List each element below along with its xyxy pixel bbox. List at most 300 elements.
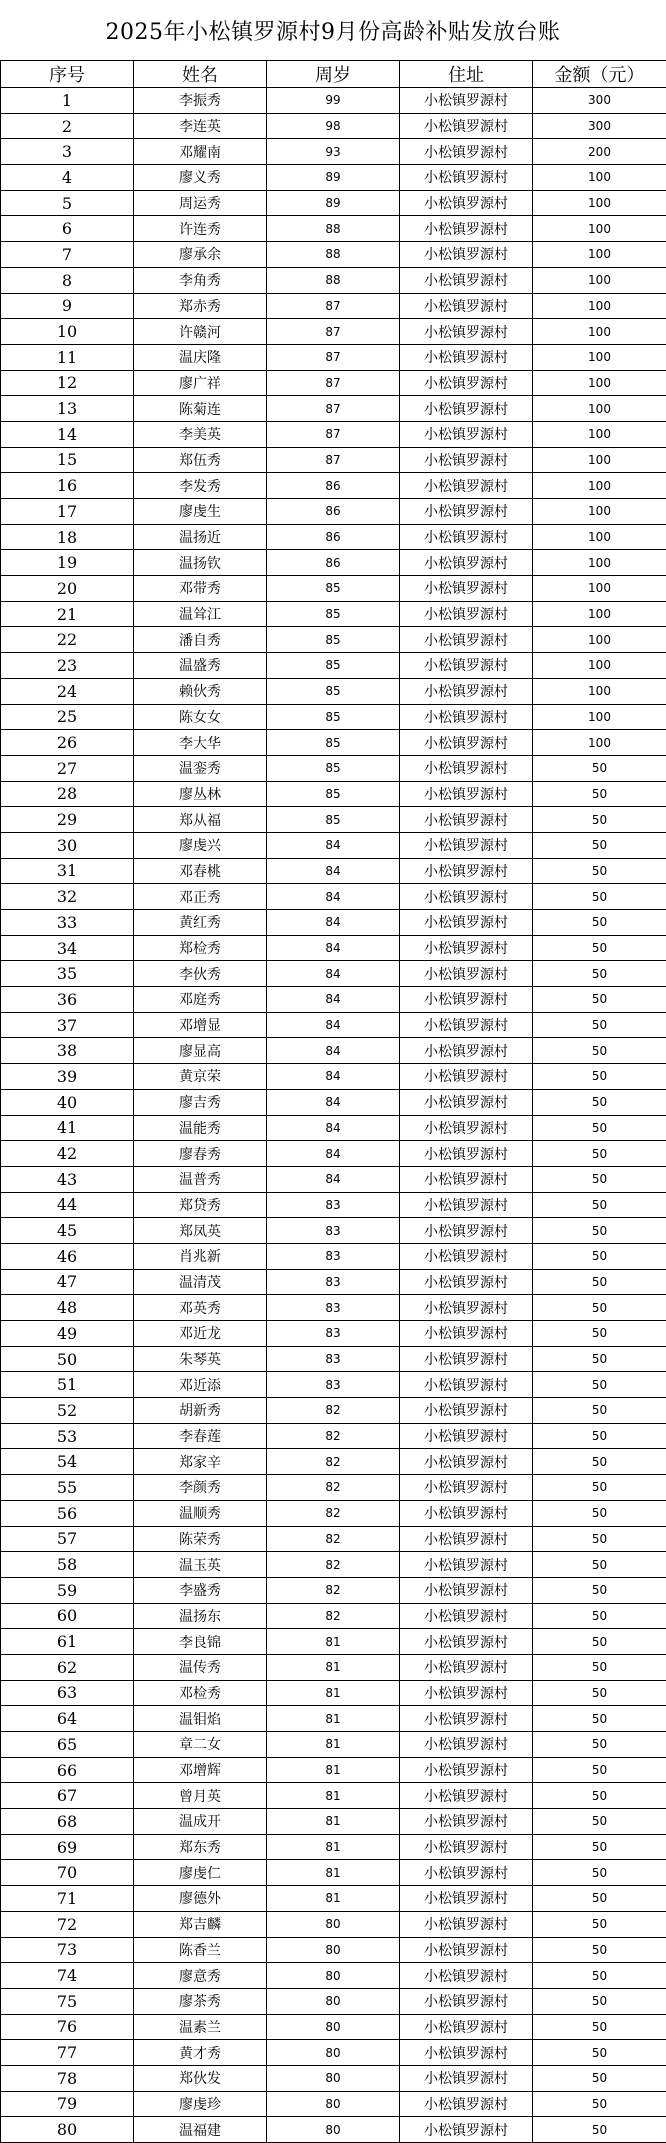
header-age: 周岁 — [267, 61, 400, 88]
cell-age: 85 — [267, 807, 400, 833]
cell-address: 小松镇罗源村 — [400, 139, 533, 165]
table-row — [1, 1398, 666, 1424]
cell-address: 小松镇罗源村 — [400, 1423, 533, 1449]
cell-address: 小松镇罗源村 — [400, 1783, 533, 1809]
cell-amount: 100 — [533, 344, 666, 370]
cell-address: 小松镇罗源村 — [400, 370, 533, 396]
table-row — [1, 1629, 666, 1655]
cell-amount: 50 — [533, 1886, 666, 1912]
table-row — [1, 704, 666, 730]
table-row — [1, 139, 666, 165]
table-row — [1, 1475, 666, 1501]
cell-age: 86 — [267, 499, 400, 525]
cell-name: 郑赤秀 — [134, 293, 267, 319]
cell-name: 邓增辉 — [134, 1757, 267, 1783]
cell-address: 小松镇罗源村 — [400, 293, 533, 319]
cell-name: 邓春桃 — [134, 858, 267, 884]
cell-address: 小松镇罗源村 — [400, 2065, 533, 2091]
cell-seq: 74 — [1, 1963, 134, 1989]
cell-age: 84 — [267, 987, 400, 1013]
cell-age: 85 — [267, 755, 400, 781]
cell-seq: 39 — [1, 1064, 134, 1090]
cell-address: 小松镇罗源村 — [400, 1577, 533, 1603]
cell-address: 小松镇罗源村 — [400, 961, 533, 987]
cell-seq: 20 — [1, 576, 134, 602]
cell-seq: 1 — [1, 88, 134, 114]
cell-address: 小松镇罗源村 — [400, 858, 533, 884]
cell-name: 廖显高 — [134, 1038, 267, 1064]
header-amount: 金额（元） — [533, 61, 666, 88]
table-row — [1, 884, 666, 910]
cell-amount: 50 — [533, 1860, 666, 1886]
cell-seq: 49 — [1, 1321, 134, 1347]
cell-seq: 54 — [1, 1449, 134, 1475]
cell-seq: 15 — [1, 447, 134, 473]
table-row — [1, 1500, 666, 1526]
cell-seq: 80 — [1, 2117, 134, 2143]
cell-address: 小松镇罗源村 — [400, 1372, 533, 1398]
cell-age: 80 — [267, 2014, 400, 2040]
cell-name: 许赣河 — [134, 319, 267, 345]
cell-seq: 18 — [1, 524, 134, 550]
cell-address: 小松镇罗源村 — [400, 987, 533, 1013]
cell-amount: 50 — [533, 1475, 666, 1501]
cell-seq: 34 — [1, 935, 134, 961]
cell-name: 郑吉麟 — [134, 1911, 267, 1937]
cell-amount: 50 — [533, 1218, 666, 1244]
cell-age: 98 — [267, 113, 400, 139]
table-row — [1, 2065, 666, 2091]
table-row — [1, 1963, 666, 1989]
cell-name: 肖兆新 — [134, 1243, 267, 1269]
cell-seq: 10 — [1, 319, 134, 345]
cell-address: 小松镇罗源村 — [400, 524, 533, 550]
cell-address: 小松镇罗源村 — [400, 447, 533, 473]
cell-address: 小松镇罗源村 — [400, 1937, 533, 1963]
cell-name: 郑检秀 — [134, 935, 267, 961]
cell-name: 温清茂 — [134, 1269, 267, 1295]
cell-age: 84 — [267, 1064, 400, 1090]
cell-address: 小松镇罗源村 — [400, 678, 533, 704]
table-row — [1, 627, 666, 653]
cell-age: 88 — [267, 216, 400, 242]
cell-seq: 72 — [1, 1911, 134, 1937]
cell-address: 小松镇罗源村 — [400, 1398, 533, 1424]
cell-address: 小松镇罗源村 — [400, 1321, 533, 1347]
cell-amount: 50 — [533, 1654, 666, 1680]
cell-seq: 5 — [1, 190, 134, 216]
cell-age: 84 — [267, 858, 400, 884]
cell-address: 小松镇罗源村 — [400, 113, 533, 139]
cell-age: 83 — [267, 1218, 400, 1244]
cell-address: 小松镇罗源村 — [400, 421, 533, 447]
cell-address: 小松镇罗源村 — [400, 396, 533, 422]
cell-age: 82 — [267, 1475, 400, 1501]
cell-name: 黄京荣 — [134, 1064, 267, 1090]
cell-seq: 16 — [1, 473, 134, 499]
cell-address: 小松镇罗源村 — [400, 1757, 533, 1783]
cell-name: 廖意秀 — [134, 1963, 267, 1989]
cell-amount: 100 — [533, 704, 666, 730]
cell-seq: 32 — [1, 884, 134, 910]
cell-age: 82 — [267, 1526, 400, 1552]
table-row — [1, 1988, 666, 2014]
subsidy-table — [0, 60, 666, 2143]
table-row — [1, 576, 666, 602]
cell-seq: 31 — [1, 858, 134, 884]
cell-name: 邓近添 — [134, 1372, 267, 1398]
table-row — [1, 781, 666, 807]
cell-address: 小松镇罗源村 — [400, 576, 533, 602]
cell-amount: 50 — [533, 807, 666, 833]
cell-amount: 50 — [533, 1526, 666, 1552]
table-row — [1, 267, 666, 293]
cell-name: 胡新秀 — [134, 1398, 267, 1424]
cell-amount: 100 — [533, 653, 666, 679]
cell-seq: 63 — [1, 1680, 134, 1706]
cell-amount: 100 — [533, 550, 666, 576]
cell-seq: 70 — [1, 1860, 134, 1886]
cell-seq: 57 — [1, 1526, 134, 1552]
cell-address: 小松镇罗源村 — [400, 190, 533, 216]
cell-seq: 48 — [1, 1295, 134, 1321]
cell-seq: 2 — [1, 113, 134, 139]
table-row — [1, 987, 666, 1013]
cell-name: 温盛秀 — [134, 653, 267, 679]
cell-seq: 43 — [1, 1166, 134, 1192]
cell-amount: 50 — [533, 910, 666, 936]
cell-amount: 50 — [533, 1141, 666, 1167]
cell-name: 李大华 — [134, 730, 267, 756]
cell-address: 小松镇罗源村 — [400, 1911, 533, 1937]
table-row — [1, 1809, 666, 1835]
cell-age: 83 — [267, 1269, 400, 1295]
cell-address: 小松镇罗源村 — [400, 1218, 533, 1244]
table-row — [1, 1269, 666, 1295]
table-row — [1, 242, 666, 268]
cell-name: 廖虔仁 — [134, 1860, 267, 1886]
cell-amount: 50 — [533, 1321, 666, 1347]
cell-seq: 25 — [1, 704, 134, 730]
cell-amount: 50 — [533, 1988, 666, 2014]
cell-name: 李伙秀 — [134, 961, 267, 987]
table-row — [1, 730, 666, 756]
cell-age: 88 — [267, 267, 400, 293]
cell-age: 86 — [267, 473, 400, 499]
cell-seq: 30 — [1, 832, 134, 858]
table-row — [1, 1706, 666, 1732]
cell-name: 李颜秀 — [134, 1475, 267, 1501]
cell-address: 小松镇罗源村 — [400, 832, 533, 858]
cell-amount: 100 — [533, 499, 666, 525]
cell-name: 郑伍秀 — [134, 447, 267, 473]
cell-name: 廖茶秀 — [134, 1988, 267, 2014]
cell-amount: 100 — [533, 190, 666, 216]
table-row — [1, 1115, 666, 1141]
cell-amount: 100 — [533, 267, 666, 293]
table-row — [1, 935, 666, 961]
cell-name: 温耸江 — [134, 601, 267, 627]
cell-address: 小松镇罗源村 — [400, 1654, 533, 1680]
table-row — [1, 832, 666, 858]
cell-address: 小松镇罗源村 — [400, 2117, 533, 2143]
cell-name: 温素兰 — [134, 2014, 267, 2040]
cell-seq: 79 — [1, 2091, 134, 2117]
cell-address: 小松镇罗源村 — [400, 267, 533, 293]
cell-name: 郑凤英 — [134, 1218, 267, 1244]
cell-amount: 100 — [533, 473, 666, 499]
cell-amount: 100 — [533, 730, 666, 756]
table-row — [1, 961, 666, 987]
table-row — [1, 2117, 666, 2143]
cell-address: 小松镇罗源村 — [400, 165, 533, 191]
cell-address: 小松镇罗源村 — [400, 1732, 533, 1758]
cell-age: 85 — [267, 576, 400, 602]
table-row — [1, 1732, 666, 1758]
cell-amount: 300 — [533, 113, 666, 139]
cell-age: 87 — [267, 447, 400, 473]
cell-address: 小松镇罗源村 — [400, 935, 533, 961]
table-row — [1, 1654, 666, 1680]
table-row — [1, 165, 666, 191]
cell-amount: 300 — [533, 88, 666, 114]
cell-amount: 50 — [533, 1089, 666, 1115]
cell-amount: 50 — [533, 1757, 666, 1783]
cell-address: 小松镇罗源村 — [400, 242, 533, 268]
cell-seq: 12 — [1, 370, 134, 396]
cell-address: 小松镇罗源村 — [400, 1269, 533, 1295]
cell-amount: 50 — [533, 755, 666, 781]
cell-address: 小松镇罗源村 — [400, 1064, 533, 1090]
cell-amount: 100 — [533, 601, 666, 627]
table-row — [1, 524, 666, 550]
cell-name: 温成开 — [134, 1809, 267, 1835]
table-row — [1, 1295, 666, 1321]
table-row — [1, 1218, 666, 1244]
cell-seq: 26 — [1, 730, 134, 756]
cell-name: 邓增显 — [134, 1012, 267, 1038]
table-row — [1, 2040, 666, 2066]
cell-age: 85 — [267, 653, 400, 679]
ledger-title: 2025年小松镇罗源村9月份高龄补贴发放台账 — [0, 0, 666, 60]
cell-address: 小松镇罗源村 — [400, 1629, 533, 1655]
table-header — [1, 61, 666, 88]
cell-amount: 50 — [533, 781, 666, 807]
cell-name: 邓庭秀 — [134, 987, 267, 1013]
table-row — [1, 1526, 666, 1552]
cell-seq: 28 — [1, 781, 134, 807]
table-row — [1, 1192, 666, 1218]
cell-name: 廖吉秀 — [134, 1089, 267, 1115]
cell-seq: 78 — [1, 2065, 134, 2091]
cell-seq: 44 — [1, 1192, 134, 1218]
cell-address: 小松镇罗源村 — [400, 499, 533, 525]
cell-name: 温钼焰 — [134, 1706, 267, 1732]
cell-seq: 33 — [1, 910, 134, 936]
cell-seq: 17 — [1, 499, 134, 525]
cell-age: 83 — [267, 1346, 400, 1372]
cell-amount: 50 — [533, 2117, 666, 2143]
cell-name: 黄红秀 — [134, 910, 267, 936]
cell-name: 温传秀 — [134, 1654, 267, 1680]
cell-age: 85 — [267, 627, 400, 653]
cell-age: 80 — [267, 1911, 400, 1937]
cell-age: 89 — [267, 190, 400, 216]
cell-address: 小松镇罗源村 — [400, 1963, 533, 1989]
cell-address: 小松镇罗源村 — [400, 601, 533, 627]
table-row — [1, 1012, 666, 1038]
cell-age: 80 — [267, 2065, 400, 2091]
cell-amount: 50 — [533, 2014, 666, 2040]
cell-amount: 100 — [533, 678, 666, 704]
table-row — [1, 1038, 666, 1064]
cell-age: 81 — [267, 1886, 400, 1912]
cell-age: 84 — [267, 832, 400, 858]
cell-address: 小松镇罗源村 — [400, 730, 533, 756]
table-row — [1, 190, 666, 216]
table-row — [1, 1783, 666, 1809]
cell-amount: 100 — [533, 165, 666, 191]
cell-address: 小松镇罗源村 — [400, 781, 533, 807]
cell-address: 小松镇罗源村 — [400, 1988, 533, 2014]
cell-age: 83 — [267, 1321, 400, 1347]
cell-age: 85 — [267, 601, 400, 627]
cell-amount: 50 — [533, 1834, 666, 1860]
cell-address: 小松镇罗源村 — [400, 1680, 533, 1706]
cell-address: 小松镇罗源村 — [400, 1192, 533, 1218]
cell-age: 84 — [267, 1115, 400, 1141]
cell-age: 93 — [267, 139, 400, 165]
cell-address: 小松镇罗源村 — [400, 1115, 533, 1141]
cell-age: 81 — [267, 1732, 400, 1758]
cell-seq: 51 — [1, 1372, 134, 1398]
cell-name: 温能秀 — [134, 1115, 267, 1141]
cell-amount: 100 — [533, 447, 666, 473]
table-row — [1, 1449, 666, 1475]
cell-seq: 45 — [1, 1218, 134, 1244]
cell-name: 李连英 — [134, 113, 267, 139]
cell-name: 廖虔兴 — [134, 832, 267, 858]
cell-name: 曾月英 — [134, 1783, 267, 1809]
cell-seq: 71 — [1, 1886, 134, 1912]
cell-name: 温福建 — [134, 2117, 267, 2143]
cell-amount: 50 — [533, 1552, 666, 1578]
cell-address: 小松镇罗源村 — [400, 1012, 533, 1038]
cell-name: 李振秀 — [134, 88, 267, 114]
cell-address: 小松镇罗源村 — [400, 88, 533, 114]
cell-address: 小松镇罗源村 — [400, 1552, 533, 1578]
cell-address: 小松镇罗源村 — [400, 344, 533, 370]
cell-seq: 11 — [1, 344, 134, 370]
table-row — [1, 473, 666, 499]
table-row — [1, 1937, 666, 1963]
cell-amount: 50 — [533, 1500, 666, 1526]
cell-age: 81 — [267, 1680, 400, 1706]
cell-seq: 62 — [1, 1654, 134, 1680]
cell-seq: 29 — [1, 807, 134, 833]
cell-name: 温普秀 — [134, 1166, 267, 1192]
cell-age: 81 — [267, 1809, 400, 1835]
cell-amount: 50 — [533, 935, 666, 961]
table-row — [1, 1911, 666, 1937]
cell-seq: 27 — [1, 755, 134, 781]
cell-name: 潘自秀 — [134, 627, 267, 653]
cell-name: 温銮秀 — [134, 755, 267, 781]
cell-amount: 50 — [533, 1166, 666, 1192]
cell-seq: 24 — [1, 678, 134, 704]
cell-seq: 58 — [1, 1552, 134, 1578]
cell-age: 86 — [267, 524, 400, 550]
cell-name: 李春莲 — [134, 1423, 267, 1449]
cell-name: 李发秀 — [134, 473, 267, 499]
cell-address: 小松镇罗源村 — [400, 1346, 533, 1372]
cell-name: 郑东秀 — [134, 1834, 267, 1860]
cell-name: 陈女女 — [134, 704, 267, 730]
cell-age: 87 — [267, 370, 400, 396]
cell-seq: 59 — [1, 1577, 134, 1603]
cell-name: 李盛秀 — [134, 1577, 267, 1603]
cell-seq: 53 — [1, 1423, 134, 1449]
table-row — [1, 113, 666, 139]
cell-name: 许连秀 — [134, 216, 267, 242]
cell-age: 84 — [267, 935, 400, 961]
table-row — [1, 1089, 666, 1115]
table-row — [1, 499, 666, 525]
table-row — [1, 550, 666, 576]
cell-name: 郑贷秀 — [134, 1192, 267, 1218]
cell-seq: 76 — [1, 2014, 134, 2040]
cell-age: 84 — [267, 1166, 400, 1192]
cell-amount: 50 — [533, 1012, 666, 1038]
cell-address: 小松镇罗源村 — [400, 910, 533, 936]
cell-seq: 13 — [1, 396, 134, 422]
table-row — [1, 1321, 666, 1347]
table-row — [1, 601, 666, 627]
cell-seq: 38 — [1, 1038, 134, 1064]
cell-amount: 50 — [533, 1372, 666, 1398]
cell-seq: 36 — [1, 987, 134, 1013]
cell-amount: 50 — [533, 1809, 666, 1835]
cell-address: 小松镇罗源村 — [400, 550, 533, 576]
cell-age: 80 — [267, 1988, 400, 2014]
cell-name: 陈香兰 — [134, 1937, 267, 1963]
cell-name: 赖伙秀 — [134, 678, 267, 704]
cell-amount: 50 — [533, 1732, 666, 1758]
cell-amount: 100 — [533, 216, 666, 242]
cell-name: 邓耀南 — [134, 139, 267, 165]
cell-seq: 41 — [1, 1115, 134, 1141]
cell-age: 84 — [267, 1089, 400, 1115]
table-row — [1, 319, 666, 345]
cell-name: 廖广祥 — [134, 370, 267, 396]
cell-seq: 50 — [1, 1346, 134, 1372]
cell-name: 周运秀 — [134, 190, 267, 216]
cell-address: 小松镇罗源村 — [400, 2040, 533, 2066]
cell-seq: 6 — [1, 216, 134, 242]
cell-age: 85 — [267, 704, 400, 730]
cell-age: 85 — [267, 678, 400, 704]
table-row — [1, 755, 666, 781]
header-address: 住址 — [400, 61, 533, 88]
table-row — [1, 1886, 666, 1912]
cell-seq: 14 — [1, 421, 134, 447]
table-row — [1, 678, 666, 704]
table-row — [1, 858, 666, 884]
cell-amount: 50 — [533, 1346, 666, 1372]
cell-age: 87 — [267, 421, 400, 447]
table-row — [1, 807, 666, 833]
cell-address: 小松镇罗源村 — [400, 627, 533, 653]
